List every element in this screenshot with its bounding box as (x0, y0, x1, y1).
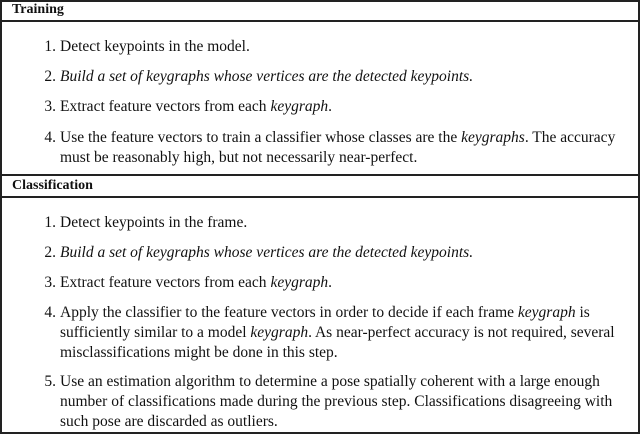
step-text (60, 372, 628, 432)
step-number: 2. (44, 244, 56, 261)
text: Detect keypoints in the model. (60, 38, 250, 55)
divider (0, 174, 640, 176)
text: Detect keypoints in the frame. (60, 214, 248, 231)
text: Build a set of keygraphs whose vertices are the detected keypoints. (60, 244, 474, 261)
text: Extract feature vectors from each (60, 274, 271, 291)
step-text (60, 243, 628, 263)
step-text (60, 303, 628, 363)
text: Apply the classifier to the feature vectors in order to decide if each frame (60, 304, 518, 321)
text: keygraph (270, 274, 329, 291)
text: is sufficiently similar to a model (60, 304, 590, 341)
text: Use an estimation algorithm to determine a pose spatially coherent with a large enough number of classifications made during the previous step. Classifications disagreeing with such pose are discarded as outliers. (60, 373, 613, 430)
training-heading: Training (12, 2, 64, 17)
text: keygraph (270, 98, 329, 115)
text: Use the feature vectors to train a classifier whose classes are the (60, 129, 462, 146)
classification-heading: Classification (12, 178, 93, 193)
step-text (60, 128, 628, 168)
step-number: 1. (44, 38, 56, 55)
text: Build a set of keygraphs whose vertices are the detected keypoints. (60, 68, 474, 85)
text: . The accuracy must be reasonably high, but not necessarily near-perfect. (60, 129, 616, 166)
step-number: 2. (44, 68, 56, 85)
text: Extract feature vectors from each (60, 98, 271, 115)
step-number: 3. (44, 274, 56, 291)
step-number: 4. (44, 129, 56, 146)
step-text (60, 213, 628, 233)
step-text (60, 97, 628, 117)
divider (0, 20, 640, 22)
text: . As near-perfect accuracy is not required, several misclassifications might be done in this step. (60, 324, 615, 361)
step-number: 4. (44, 304, 56, 321)
text: keygraphs (461, 129, 525, 146)
text: keygraph (250, 324, 309, 341)
text: . (328, 98, 332, 115)
step-text (60, 273, 628, 293)
step-number: 3. (44, 98, 56, 115)
step-number: 1. (44, 214, 56, 231)
step-text (60, 37, 628, 57)
text: . (328, 274, 332, 291)
divider (0, 196, 640, 198)
step-number: 5. (44, 373, 56, 390)
text: keygraph (517, 304, 576, 321)
step-text (60, 67, 628, 87)
